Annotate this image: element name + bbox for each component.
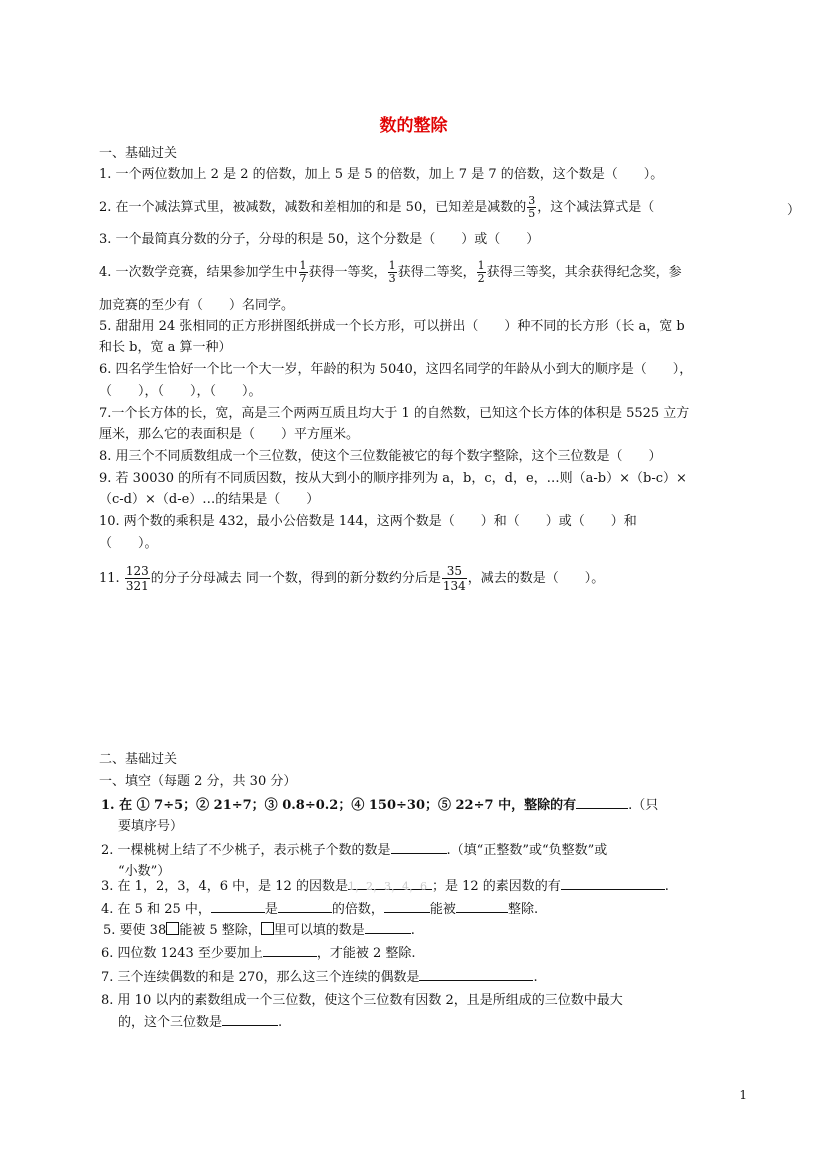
- q2-post: ，这个减法算式是（: [537, 200, 655, 215]
- question-1-9-line2: （c-d）×（d-e）…的结果是（ ）: [99, 492, 320, 507]
- answer-blank[interactable]: [278, 900, 332, 913]
- section2-heading: 二、基础过关: [99, 752, 178, 767]
- question-2-7: 7. 三个连续偶数的和是 270，那么这三个连续的偶数是 .: [101, 970, 538, 985]
- question-1-5: 5. 甜甜用 24 张相同的正方形拼图纸拼成一个长方形，可以拼出（ ）种不同的长方形（长 a，宽 b: [99, 319, 685, 334]
- fraction: $\frac{35}{134}$: [442, 564, 466, 593]
- answer-blank[interactable]: [263, 944, 317, 957]
- fraction: $\frac{1}{3}$: [388, 259, 396, 285]
- digit-box: [166, 922, 179, 935]
- question-1-8: 8. 用三个不同质数组成一个三位数，使这个三位数能被它的每个数字整除，这个三位数是（ ）: [99, 449, 662, 464]
- question-2-3: 3. 在 1，2，3，4，6 中，是 12 的因数是1，2，3，4，6 ；是 12 的素因数的有 .: [101, 879, 669, 894]
- question-1-3: 3. 一个最简真分数的分子，分母的积是 50，这个分数是（ ）或（ ）: [99, 232, 540, 247]
- question-2-8: 8. 用 10 以内的素数组成一个三位数，使这个三位数有因数 2，且是所组成的三位数中最大: [101, 993, 623, 1008]
- question-2-1-line2: 要填序号）: [118, 819, 184, 834]
- question-1-2: [99, 195, 654, 220]
- question-1-6-line2: （ ），（ ），（ ）。: [99, 384, 262, 399]
- answer-blank[interactable]: [365, 921, 411, 934]
- section1-heading: 一、基础过关: [99, 146, 178, 161]
- answer-blank[interactable]: [222, 1013, 278, 1026]
- fraction: $\frac{123}{321}$: [125, 564, 149, 593]
- question-2-2-line2: “小数”）: [118, 864, 171, 879]
- fraction: $\frac{1}{7}$: [299, 259, 307, 285]
- question-2-5: 5. 要使 38 能被 5 整除， 里可以填的数是 .: [103, 923, 415, 938]
- answer-blank[interactable]: [419, 968, 533, 981]
- answer-blank[interactable]: [384, 900, 430, 913]
- q2-pre: 2. 在一个减法算式里，被减数，减数和差相加的和是 50，已知差是减数的: [99, 200, 527, 215]
- answer-blank[interactable]: [561, 877, 665, 890]
- question-1-11: 11. $\frac{123}{321}$ 的分子分母减去 同一个数，得到的新分数约分后是 $\frac{35}{134}$ ，减去的数是（ ）。: [99, 564, 605, 593]
- question-1-10-line2: （ ）。: [99, 536, 158, 551]
- question-1-4-line2: 加竞赛的至少有（ ）名同学。: [99, 298, 295, 313]
- question-2-1: 1. 在 ① 7÷5；② 21÷7；③ 0.8÷0.2；④ 150÷30；⑤ 22÷7 中，整除的有 .（只: [101, 798, 659, 813]
- answer-blank[interactable]: [211, 900, 265, 913]
- question-2-8-line2: 的，这个三位数是 .: [118, 1015, 283, 1030]
- question-1-4: 4. 一次数学竞赛，结果参加学生中 $\frac{1}{7}$ 获得一等奖， $\frac{1}{3}$ 获得二等奖， $\frac{1}{2}$ 获得三等奖，其余获得纪念奖，参: [99, 259, 682, 285]
- question-2-4: 4. 在 5 和 25 中， 是 的倍数， 能被 整除.: [101, 902, 539, 917]
- digit-box: [261, 922, 274, 935]
- answer-blank[interactable]: [391, 841, 447, 854]
- question-1-10: 10. 两个数的乘积是 432，最小公倍数是 144，这两个数是（ ）和（ ）或（ ）和: [99, 514, 637, 529]
- question-1-9: 9. 若 30030 的所有不同质因数，按从大到小的顺序排列为 a，b，c，d，e，…则（a-b）×（b-c）×: [99, 471, 687, 486]
- section2-subheading: 一、填空（每题 2 分，共 30 分）: [99, 774, 297, 789]
- answer-blank[interactable]: [456, 900, 508, 913]
- answer-blank[interactable]: 1，2，3，4，6: [348, 877, 432, 890]
- question-2-2: 2. 一棵桃树上结了不少桃子，表示桃子个数的数是 .（填“正整数”或“负整数”或: [101, 843, 608, 858]
- question-2-6: 6. 四位数 1243 至少要加上 ，才能被 2 整除.: [101, 946, 416, 961]
- answer-blank[interactable]: [576, 796, 628, 809]
- fraction: $\frac{1}{2}$: [477, 259, 485, 285]
- question-1-5-line2: 和长 b，宽 a 算一种）: [99, 340, 232, 355]
- q2-end: ）: [787, 203, 801, 218]
- fraction: $\frac{3}{5}$: [528, 194, 536, 220]
- page-title: 数的整除: [379, 116, 448, 136]
- question-1-7-line2: 厘米，那么它的表面积是（ ）平方厘米。: [99, 427, 360, 442]
- page-number: 1: [739, 1088, 747, 1102]
- question-1-1: 1. 一个两位数加上 2 是 2 的倍数，加上 5 是 5 的倍数，加上 7 是 7 的倍数，这个数是（ ）。: [99, 167, 664, 182]
- question-1-7: 7.一个长方体的长，宽，高是三个两两互质且均大于 1 的自然数，已知这个长方体的体积是 5525 立方: [99, 406, 690, 421]
- question-1-6: 6. 四名学生恰好一个比一个大一岁，年龄的积为 5040，这四名同学的年龄从小到大的顺序是（ ），: [99, 362, 693, 377]
